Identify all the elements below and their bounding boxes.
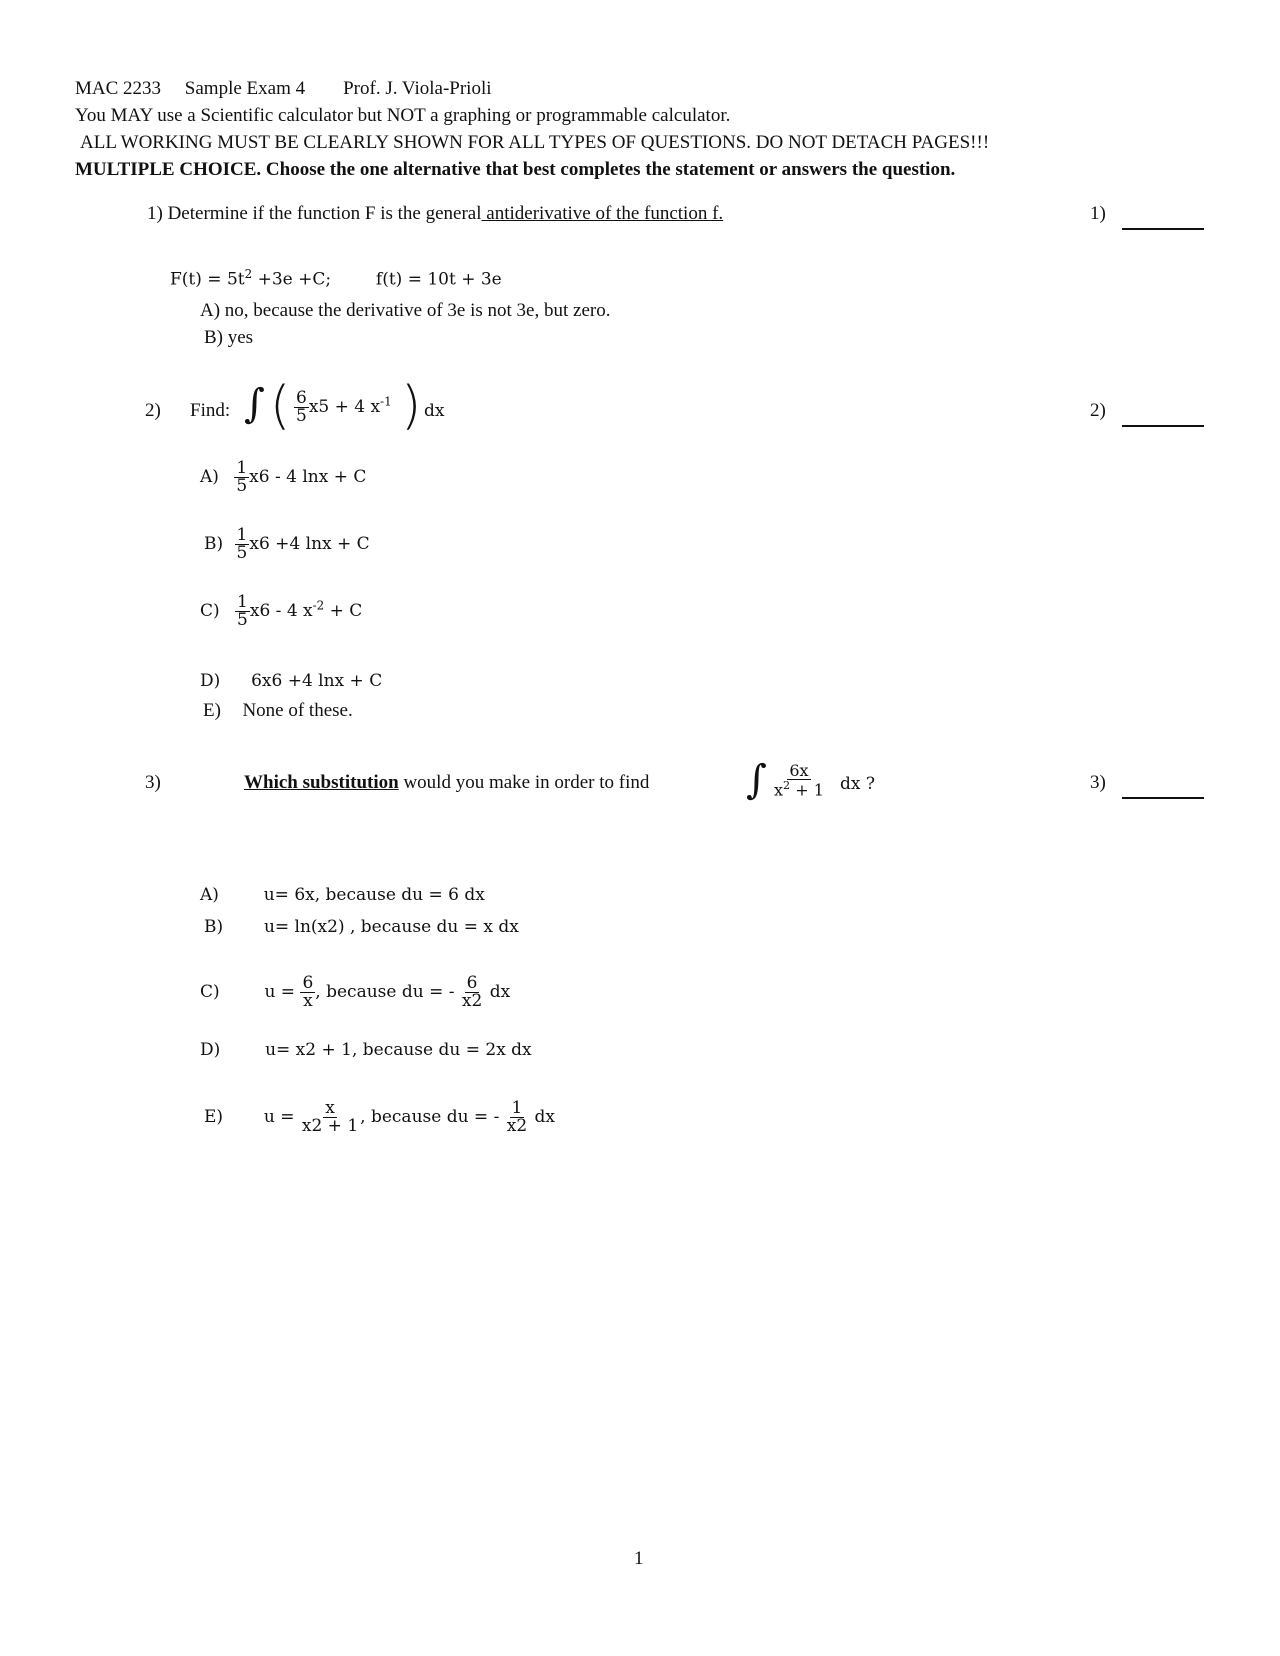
q2-option-c[interactable] — [200, 594, 362, 629]
q3-integral — [746, 757, 767, 803]
q1-option-a[interactable]: A) no, because the derivative of 3e is not 3e, but zero. — [200, 300, 611, 321]
header-line-1 — [75, 78, 492, 100]
q3-rest: would you make in order to find — [398, 772, 650, 793]
left-paren: ( — [270, 376, 291, 436]
q2-d-label: D) — [200, 671, 221, 691]
q3-e-den2: x2 — [506, 1116, 528, 1136]
q2-coef-fraction — [294, 390, 309, 425]
q2-option-d[interactable] — [200, 671, 382, 691]
q1-F-rest: +3e +C; — [252, 269, 332, 290]
q3-c-fraction2 — [460, 975, 484, 1010]
q1-F: F(t) = 5t — [170, 269, 245, 290]
q3-c-den2: x2 — [461, 991, 483, 1011]
q3-e-dx: dx — [534, 1107, 556, 1127]
q3-c-den: x — [303, 991, 313, 1011]
q3-b-label: B) — [204, 917, 224, 937]
q2-integrand — [294, 390, 392, 425]
q1-f: f(t) = 10t + 3e — [375, 269, 502, 290]
q3-option-c[interactable] — [200, 975, 510, 1010]
q3-e-den: x2 + 1 — [301, 1116, 359, 1136]
q3-e-label: E) — [204, 1107, 224, 1127]
q3-c-fraction1 — [300, 975, 315, 1010]
right-paren: ) — [401, 376, 422, 436]
q2-c-fraction — [235, 594, 250, 629]
calculator-note: You MAY use a Scientific calculator but NOT a graphing or programmable calculator. — [75, 105, 731, 126]
q2-integral-expression — [244, 381, 265, 427]
q2-d-text: 6x6 +4 lnx + C — [251, 671, 383, 691]
q2-exponent: -1 — [380, 394, 392, 409]
mc-heading: MULTIPLE CHOICE. Choose the one alternative that best completes the statement or answers the question. — [75, 159, 956, 180]
q2-a-label: A) — [200, 467, 219, 487]
q3-option-a[interactable] — [200, 885, 485, 905]
q1-number: 1) — [147, 203, 163, 224]
q3-int-den — [772, 780, 826, 798]
professor-name: Prof. J. Viola-Prioli — [343, 78, 492, 99]
q2-number: 2) — [145, 400, 161, 421]
q3-e-num2: 1 — [511, 1098, 523, 1118]
q3-a-text: u= 6x, because du = 6 dx — [263, 885, 485, 905]
q1-option-b[interactable]: B) yes — [204, 327, 254, 348]
q2-a-rest: x6 - 4 lnx + C — [249, 467, 367, 487]
q3-answer-label: 3) — [1090, 772, 1106, 793]
q2-c-rest2: + C — [324, 601, 363, 621]
q1-prompt — [147, 203, 723, 225]
q2-c-num: 1 — [237, 592, 248, 612]
q2-e-text: None of these. — [242, 700, 353, 721]
q3-c-label: C) — [200, 982, 220, 1002]
q2-b-rest: x6 +4 lnx + C — [249, 534, 370, 554]
q3-d-text: u= x2 + 1, because du = 2x dx — [265, 1040, 532, 1060]
q3-integral-sign: ∫ — [746, 757, 767, 803]
q1-answer-blank[interactable] — [1122, 228, 1204, 230]
q2-option-b[interactable] — [204, 527, 370, 562]
q2-a-num: 1 — [236, 458, 248, 478]
q3-c-mid: , because du = - — [315, 982, 455, 1002]
q2-c-exponent: -2 — [312, 598, 325, 613]
q2-b-num: 1 — [236, 525, 248, 545]
q2-answer-label: 2) — [1090, 400, 1106, 421]
q3-option-d[interactable] — [200, 1040, 532, 1060]
q2-a-fraction — [234, 460, 249, 495]
q3-fraction — [772, 763, 826, 798]
q3-int-num: 6x — [789, 761, 809, 780]
q2-dx: dx — [424, 401, 445, 421]
q2-c-label: C) — [200, 601, 220, 621]
q3-e-u: u = — [263, 1107, 295, 1127]
q3-int-den-x: x — [774, 780, 784, 800]
q2-a-den: 5 — [236, 476, 248, 496]
q2-c-den: 5 — [237, 610, 248, 630]
q3-tail: dx ? — [840, 774, 875, 794]
q3-b-text: u= ln(x2) , because du = x dx — [263, 917, 519, 937]
q3-c-num2: 6 — [466, 973, 478, 993]
q2-b-label: B) — [204, 534, 224, 554]
q3-e-mid: , because du = - — [360, 1107, 500, 1127]
q3-number: 3) — [145, 772, 161, 793]
page-number: 1 — [634, 1548, 644, 1569]
q3-c-u: u = — [264, 982, 296, 1002]
q3-d-label: D) — [200, 1040, 221, 1060]
q2-e-label: E) — [203, 700, 221, 721]
q3-int-den-rest: + 1 — [790, 780, 824, 800]
q1-text-underlined: antiderivative of the function f. — [481, 203, 724, 224]
q2-coef-den: 5 — [296, 406, 307, 426]
q1-answer-label: 1) — [1090, 203, 1106, 224]
q3-lead: Which substitution — [244, 772, 399, 793]
q3-a-label: A) — [200, 885, 219, 905]
q2-option-a[interactable] — [200, 460, 366, 495]
q1-functions — [170, 267, 502, 290]
work-note: ALL WORKING MUST BE CLEARLY SHOWN FOR ALL TYPES OF QUESTIONS. DO NOT DETACH PAGES!!! — [80, 132, 990, 153]
q1-text: Determine if the function F is the general — [167, 203, 482, 224]
course-code: MAC 2233 — [75, 78, 162, 99]
q2-answer-blank[interactable] — [1122, 425, 1204, 427]
q2-coef-num: 6 — [296, 388, 307, 408]
q1-F-exponent: 2 — [244, 267, 253, 281]
q2-option-e[interactable] — [203, 700, 353, 722]
q3-integrand — [772, 763, 826, 798]
q3-e-fraction2 — [505, 1100, 529, 1135]
q2-b-den: 5 — [236, 543, 248, 563]
q2-term: x5 + 4 x — [308, 397, 381, 417]
q3-answer-blank[interactable] — [1122, 797, 1204, 799]
q3-e-fraction1 — [300, 1100, 360, 1135]
q2-b-fraction — [235, 527, 250, 562]
q3-option-b[interactable] — [204, 917, 519, 937]
integral-sign: ∫ — [244, 381, 265, 427]
q2-c-rest: x6 - 4 x — [249, 601, 313, 621]
q3-c-num: 6 — [302, 973, 314, 993]
q3-prompt — [244, 772, 649, 794]
q3-option-e[interactable] — [204, 1100, 555, 1135]
q2-find: Find: — [190, 400, 231, 421]
exam-title: Sample Exam 4 — [184, 78, 306, 99]
q3-c-dx: dx — [489, 982, 511, 1002]
q3-e-num: x — [325, 1098, 335, 1118]
q3-int-den-exp: 2 — [783, 779, 791, 792]
